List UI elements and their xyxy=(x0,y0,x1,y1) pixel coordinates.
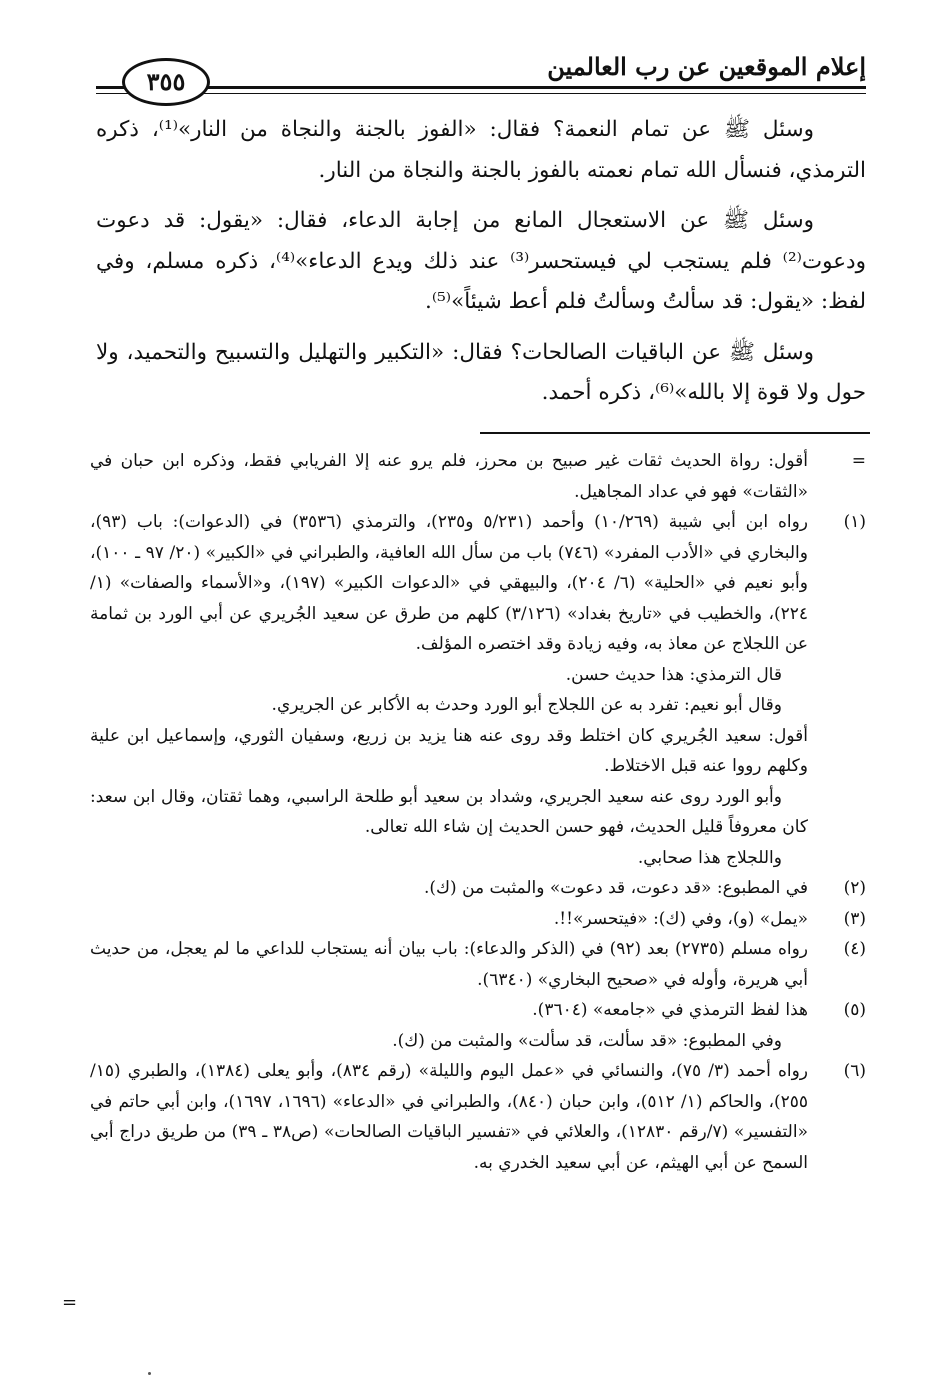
running-title: إعلام الموقعين عن رب العالمين xyxy=(547,52,866,81)
footnote-6 xyxy=(90,1056,866,1178)
footnote-text: أقول: سعيد الجُريري كان اختلط وقد روى عنه هنا يزيد بن زريع، وسفيان الثوري، وإسماعيل ابن علية وكلهم رووا عنه قبل الاختلاط. xyxy=(90,725,808,776)
footnote-text: هذا لفظ الترمذي في «جامعه» (٣٦٠٤). xyxy=(532,1000,808,1020)
footnote-1 xyxy=(90,507,866,660)
footnote-5-variant xyxy=(90,1026,866,1057)
footnote-1-abu-nuaym xyxy=(90,690,866,721)
page-speck xyxy=(148,1372,151,1375)
footnote-text: «يمل» (و)، وفي (ك): «فيتحسر»!!. xyxy=(553,908,808,929)
footnote-text: رواه مسلم (٢٧٣٥) بعد (٩٢) في (الذكر والدعاء): باب بيان أنه يستجاب للداعي ما لم يعجل، من حديث أبي هريرة، وأوله في «صحيح البخاري» (٦٣٤٠). xyxy=(90,939,808,990)
main-text xyxy=(96,110,866,424)
footnote-text: رواه ابن أبي شيبة (١٠/٢٦٩) وأحمد (٥/٢٣١ و٢٣٥)، والترمذي (٣٥٣٦) في (الدعوات): باب (٩٣)، والبخاري في «الأدب المفرد» (٧٤٦) باب من سأل الله العافية، والطبراني في «الكبير» (٢٠/ ٩٧ ـ ١٠٠)، وأبو نعيم في «الحلية» (٦/ ٢٠٤)، والبيهقي في «الدعوات الكبير» (١٩٧)، و«الأسماء والصفات» (١/ ٢٢٤)، والخطيب في «تاريخ بغداد» (٣/١٢٦) كلهم من طرق عن سعيد الجُريري عن أبي الورد بن ثمامة عن اللجلاج عن معاذ به، وفيه زيادة وقد اختصره المؤلف. xyxy=(90,512,808,654)
footnote-marker: (١) xyxy=(843,512,866,532)
paragraph-hastiness-in-supplication: وسئل ﷺ عن الاستعجال المانع من إجابة الدعاء، فقال: «يقول: قد دعوت ودعوت⁽²⁾ فلم يستجب لي فيستحسر⁽³⁾ عند ذلك ويدع الدعاء»⁽⁴⁾، ذكره مسلم، وفي لفظ: «يقول: قد سألتُ وسألتُ فلم أعط شيئاً»⁽⁵⁾. xyxy=(96,208,866,314)
footnote-marker: (٣) xyxy=(843,908,866,929)
footnote-marker: (٤) xyxy=(843,939,866,959)
footnote-marker: (٦) xyxy=(843,1061,866,1081)
footnote-marker: (٢) xyxy=(843,878,866,898)
footnote-text: واللجلاج هذا صحابي. xyxy=(637,847,782,868)
footnote-1-abu-al-ward xyxy=(90,782,866,843)
footnote-text: أقول: رواة الحديث ثقات غير صبيح بن محرز، فلم يرو عنه إلا الفريابي فقط، وذكره ابن حبان في «الثقات» فهو في عداد المجاهيل. xyxy=(90,451,808,502)
footnote-text: وأبو الورد روى عنه سعيد الجريري، وشداد بن سعيد أبو طلحة الراسبي، وهما ثقتان، وقال ابن سعد: كان معروفاً قليل الحديث، فهو حسن الحديث إن شاء الله تعالى. xyxy=(90,786,808,837)
paragraph-completion-of-blessing: وسئل ﷺ عن تمام النعمة؟ فقال: «الفوز بالجنة والنجاة من النار»⁽¹⁾، ذكره الترمذي، فنسأل الله تمام نعمته بالفوز بالجنة والنجاة من النار. xyxy=(96,117,866,183)
footnote-text: رواه أحمد (٣/ ٧٥)، والنسائي في «عمل اليوم والليلة» (رقم ٨٣٤)، وأبو يعلى (١٣٨٤)، والطبري (١٥/ ٢٥٥)، والحاكم (١/ ٥١٢)، وابن حبان (٨٤٠)، والطبراني في «الدعاء» (١٦٩٦، ١٦٩٧)، وابن أبي حاتم في «التفسير» (٧/رقم ١٢٨٣٠)، والعلائي في «تفسير الباقيات الصالحات» (ص٣٨ ـ ٣٩) من طريق دراج أبي السمح عن أبي الهيثم، عن أبي سعيد الخدري به. xyxy=(90,1061,809,1173)
continuation-mark: = xyxy=(62,1292,78,1313)
footnote-separator xyxy=(480,432,870,434)
footnote-1-tirmidhi xyxy=(90,660,866,691)
footnote-1-lajlaj xyxy=(90,843,866,874)
header-rule-thick xyxy=(96,86,866,89)
footnote-3 xyxy=(90,904,866,935)
footnote-text: وقال أبو نعيم: تفرد به عن اللجلاج أبو الورد وحدث به الأكابر عن الجريري. xyxy=(271,695,782,715)
footnotes xyxy=(90,446,866,1178)
footnote-2 xyxy=(90,873,866,904)
footnote-text: قال الترمذي: هذا حديث حسن. xyxy=(565,664,782,685)
footnote-marker: = xyxy=(851,451,866,471)
footnote-5 xyxy=(90,995,866,1026)
paragraph-enduring-good-deeds: وسئل ﷺ عن الباقيات الصالحات؟ فقال: «التكبير والتهليل والتسبيح والتحميد، ولا حول ولا قوة إلا بالله»⁽⁶⁾، ذكره أحمد. xyxy=(96,339,866,405)
page-number: ٣٥٥ xyxy=(122,58,210,106)
footnote-text: في المطبوع: «قد دعوت، قد دعوت» والمثبت من (ك). xyxy=(424,878,808,898)
footnote-1-comment xyxy=(90,721,866,782)
footnote-continued xyxy=(90,446,866,507)
footnote-marker: (٥) xyxy=(843,1000,866,1020)
footnote-4 xyxy=(90,934,866,995)
header-rule-thin xyxy=(96,93,866,94)
footnote-text: وفي المطبوع: «قد سألت، قد سألت» والمثبت من (ك). xyxy=(392,1030,782,1051)
